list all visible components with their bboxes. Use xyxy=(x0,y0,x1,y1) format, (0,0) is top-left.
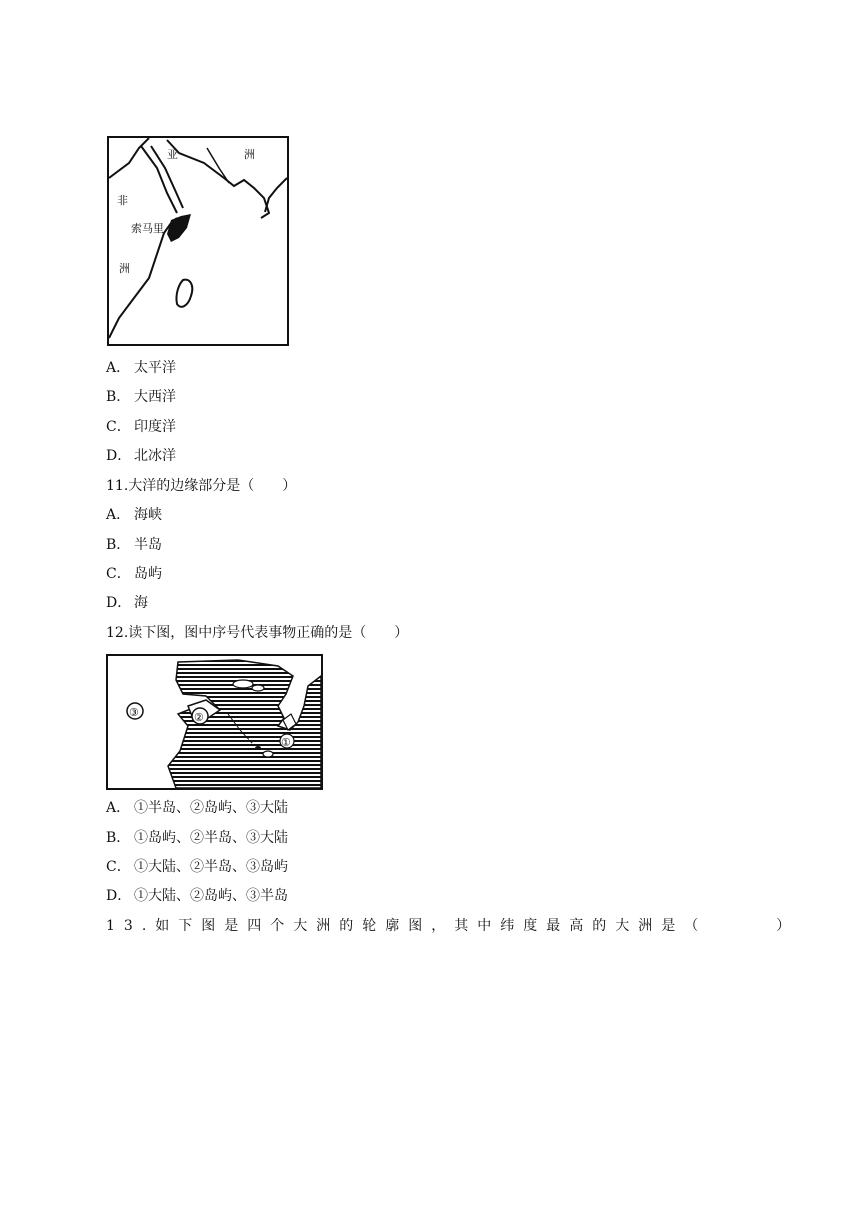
option-text: ①半岛、②岛屿、③大陆 xyxy=(134,800,288,816)
q12-option-d[interactable] xyxy=(106,887,288,905)
map-label-1: ① xyxy=(281,736,291,749)
q11-option-c[interactable] xyxy=(106,565,162,583)
option-letter: B． xyxy=(106,389,131,405)
option-letter: A． xyxy=(106,800,131,816)
option-text: 太平洋 xyxy=(134,360,176,376)
q10-option-c[interactable] xyxy=(106,418,176,436)
option-text: 大西洋 xyxy=(134,389,176,405)
option-text: ①岛屿、②半岛、③大陆 xyxy=(134,830,288,846)
option-letter: D． xyxy=(106,595,132,611)
option-text: ①大陆、②岛屿、③半岛 xyxy=(134,888,288,904)
option-text: 半岛 xyxy=(134,537,162,553)
option-letter: D． xyxy=(106,448,132,464)
option-letter: A． xyxy=(106,507,131,523)
map-label-africa-1: 非 xyxy=(117,194,128,207)
option-letter: C． xyxy=(106,566,131,582)
q12-option-a[interactable] xyxy=(106,799,288,817)
q11-option-b[interactable] xyxy=(106,536,162,554)
option-text: 印度洋 xyxy=(134,419,176,435)
option-letter: C． xyxy=(106,859,131,875)
map-label-asia-2: 洲 xyxy=(244,148,255,161)
map-label-3: ③ xyxy=(129,706,139,719)
option-letter: B． xyxy=(106,830,131,846)
map-label-africa-2: 洲 xyxy=(119,262,130,275)
option-text: 岛屿 xyxy=(134,566,162,582)
option-text: 海峡 xyxy=(134,507,162,523)
option-letter: D． xyxy=(106,888,132,904)
q10-option-d[interactable] xyxy=(106,447,176,465)
map-svg xyxy=(108,656,321,788)
q12-option-b[interactable] xyxy=(106,829,288,847)
q10-option-a[interactable] xyxy=(106,359,176,377)
map-svg xyxy=(109,138,287,344)
option-letter: A． xyxy=(106,360,131,376)
option-text: 海 xyxy=(134,595,148,611)
q12-stem: 12.读下图，图中序号代表事物正确的是（ ） xyxy=(106,625,409,641)
map-label-somalia: 索马里 xyxy=(131,222,164,235)
q11-option-d[interactable] xyxy=(106,594,148,612)
option-letter: C． xyxy=(106,419,131,435)
map-label-2: ② xyxy=(194,711,204,724)
option-text: ①大陆、②半岛、③岛屿 xyxy=(134,859,288,875)
q12-option-c[interactable] xyxy=(106,858,288,876)
option-letter: B． xyxy=(106,537,131,553)
island-peninsula-map xyxy=(106,654,323,790)
map-label-asia-1: 亚 xyxy=(167,148,178,161)
q11-option-a[interactable] xyxy=(106,506,162,524)
q13-stem: 13.如下图是四个大洲的轮廓图，其中纬度最高的大洲是（ ） xyxy=(106,918,800,934)
option-text: 北冰洋 xyxy=(134,448,176,464)
somalia-region-map xyxy=(107,136,289,346)
q11-stem: 11.大洋的边缘部分是（ ） xyxy=(106,478,297,494)
q10-option-b[interactable] xyxy=(106,388,176,406)
